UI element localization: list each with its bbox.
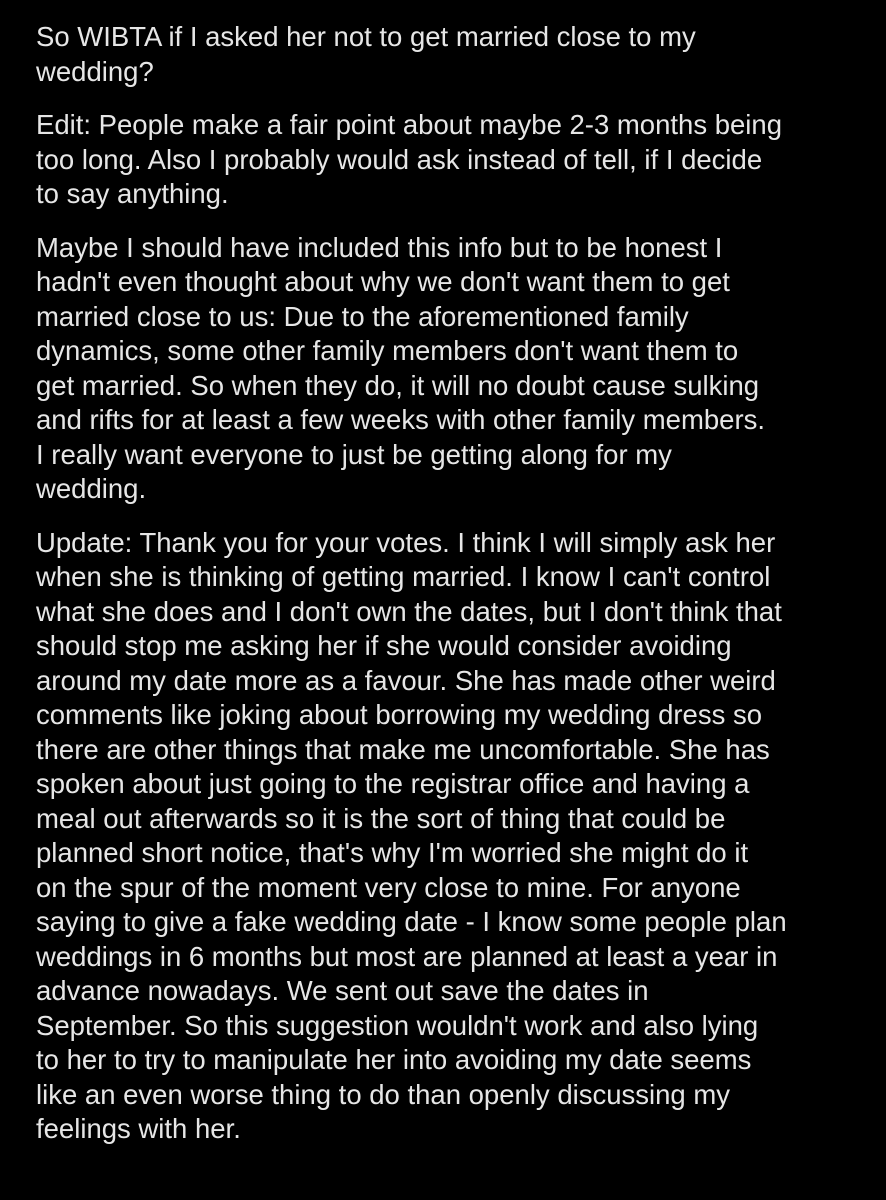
text-line: get married. So when they do, it will no doubt cause sulking (36, 369, 760, 401)
post-body (36, 20, 862, 1166)
text-line: to say anything. (36, 178, 229, 209)
text-line: what she does and I don't own the dates, but I don't think that (36, 595, 782, 627)
text-line: dynamics, some other family members don't want them to (36, 335, 739, 366)
text-line: meal out afterwards so it is the sort of thing that could be (36, 802, 726, 834)
text-line: weddings in 6 months but most are planned at least a year in (36, 940, 778, 972)
text-line: married close to us: Due to the aforementioned family (36, 300, 689, 332)
text-line: Maybe I should have included this info but to be honest I (36, 231, 723, 263)
text-line: when she is thinking of getting married. I know I can't control (36, 561, 771, 592)
text-line: September. So this suggestion wouldn't work and also lying (36, 1009, 759, 1041)
post-paragraph-context (36, 231, 862, 507)
text-line: to her to try to manipulate her into avoiding my date seems (36, 1044, 752, 1075)
text-line: on the spur of the moment very close to mine. For anyone (36, 871, 741, 903)
text-line: planned short notice, that's why I'm worried she might do it (36, 837, 749, 868)
text-line: there are other things that make me uncomfortable. She has (36, 733, 770, 765)
text-line: wedding. (36, 473, 147, 504)
text-line: comments like joking about borrowing my wedding dress so (36, 699, 763, 730)
post-paragraph-update (36, 526, 862, 1147)
text-line: Edit: People make a fair point about maybe 2-3 months being (36, 109, 783, 140)
post-paragraph-edit (36, 108, 862, 212)
text-line: Update: Thank you for your votes. I think I will simply ask her (36, 526, 776, 558)
text-line: and rifts for at least a few weeks with other family members. (36, 404, 766, 435)
text-line: spoken about just going to the registrar office and having a (36, 768, 750, 799)
text-line: should stop me asking her if she would consider avoiding (36, 630, 732, 661)
text-line: So WIBTA if I asked her not to get married close to my (36, 21, 696, 52)
text-line: I really want everyone to just be getting along for my (36, 438, 672, 470)
text-line: feelings with her. (36, 1113, 241, 1144)
text-line: hadn't even thought about why we don't want them to get (36, 266, 730, 297)
text-line: like an even worse thing to do than openly discussing my (36, 1078, 731, 1110)
text-line: saying to give a fake wedding date - I know some people plan (36, 906, 787, 937)
text-line: too long. Also I probably would ask instead of tell, if I decide (36, 143, 763, 175)
text-line: around my date more as a favour. She has made other weird (36, 664, 776, 696)
text-line: advance nowadays. We sent out save the dates in (36, 975, 649, 1006)
text-line: wedding? (36, 55, 154, 87)
post-paragraph-question (36, 20, 862, 89)
